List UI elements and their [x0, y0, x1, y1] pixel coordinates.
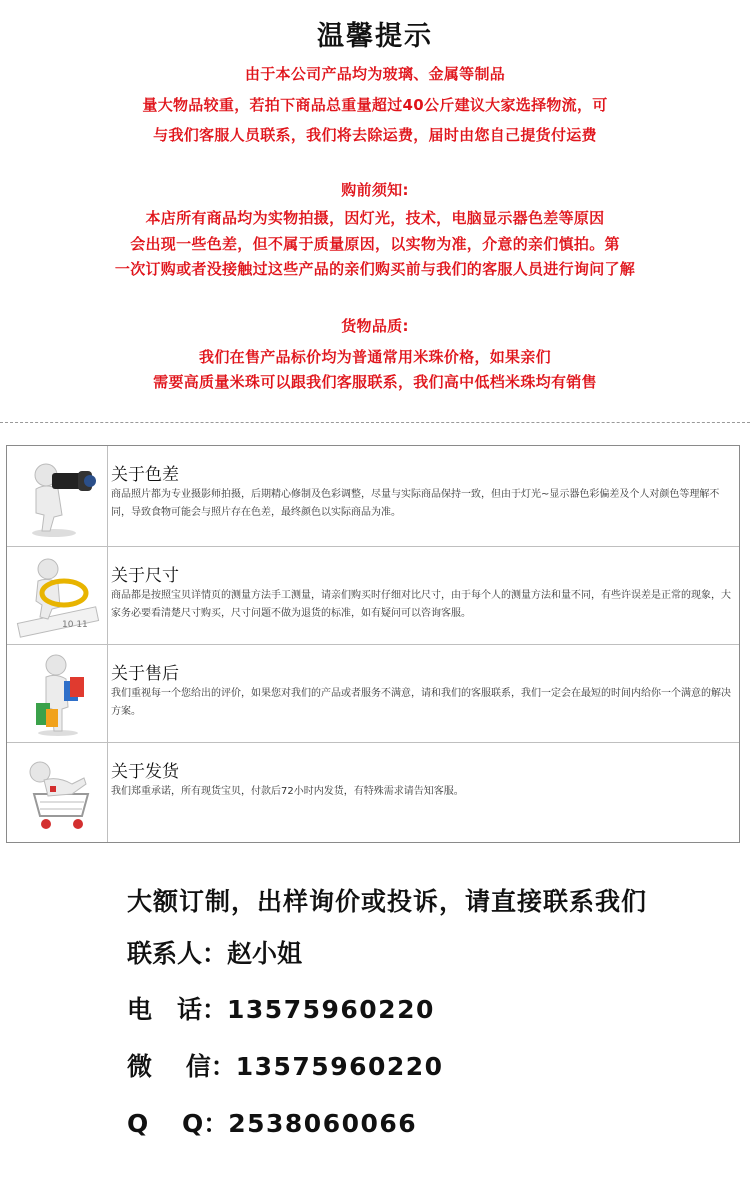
contact-phone [127, 990, 435, 1026]
info-table [6, 445, 740, 843]
row-title: 关于发货 [111, 762, 179, 782]
contact-headline: 大额订制，出样询价或投诉，请直接联系我们 [127, 887, 648, 916]
notice-line-2: 量大物品较重，若拍下商品总重量超过40公斤建议大家选择物流，可 [142, 96, 608, 114]
quality-line-2: 需要高质量米珠可以跟我们客服联系，我们高中低档米珠均有销售 [153, 373, 597, 391]
contact-qq [127, 1104, 417, 1140]
shopping-figure-icon [14, 651, 100, 737]
contact-wechat [127, 1047, 444, 1083]
pre-purchase-line-2: 会出现一些色差，但不属于质量原因，以实物为准，介意的亲们慎拍。第 [130, 235, 620, 253]
info-row-after-sales [7, 645, 739, 743]
contact-phone-value[interactable]: 13575960220 [227, 995, 435, 1024]
contact-wechat-value[interactable]: 13575960220 [235, 1052, 444, 1081]
notice-line-1: 由于本公司产品均为玻璃、金属等制品 [244, 65, 506, 83]
row-description: 商品都是按照宝贝详情页的测量方法手工测量，请亲们购买时仔细对比尺寸，由于每个人的测量方法和量不同，有些许误差是正常的现象，大家务必要看清楚尺寸购买，尺寸问题不做为退货的标准，如有疑问可以咨询客服。 [111, 590, 731, 619]
dashed-divider [0, 422, 750, 423]
contact-qq-value[interactable]: 2538060066 [228, 1109, 418, 1138]
info-row-shipping [7, 743, 739, 842]
contact-phone-label: 电 话： [127, 995, 228, 1024]
contact-person [127, 934, 302, 970]
quality-heading: 货物品质: [341, 317, 409, 335]
contact-person-value: 赵小姐 [227, 939, 303, 968]
quality-line-1: 我们在售产品标价均为普通常用米珠价格，如果亲们 [199, 348, 551, 366]
row-description: 我们郑重承诺，所有现货宝贝，付款后72小时内发货，有特殊需求请告知客服。 [111, 786, 464, 797]
row-title: 关于色差 [111, 465, 179, 485]
page-title: 温馨提示 [317, 21, 433, 52]
row-description: 商品照片都为专业摄影师拍摄，后期精心修制及色彩调整，尽量与实际商品保持一致，但由于灯光~显示器色彩偏差及个人对颜色等理解不同，导致食物可能会与照片存在色差，最终颜色以实际商品为准。 [111, 489, 720, 518]
contact-wechat-label: 微 信： [127, 1052, 236, 1081]
pre-purchase-line-3: 一次订购或者没接触过这些产品的亲们购买前与我们的客服人员进行询问了解 [114, 260, 636, 278]
camera-figure-icon [14, 453, 100, 539]
pre-purchase-line-1: 本店所有商品均为实物拍摄，因灯光，技术，电脑显示器色差等原因 [145, 209, 605, 227]
notice-line-3: 与我们客服人员联系，我们将去除运费，届时由您自己提货付运费 [153, 126, 597, 144]
contact-qq-label: Q Q： [127, 1109, 229, 1138]
row-title: 关于售后 [111, 664, 179, 684]
contact-person-label: 联系人： [127, 939, 228, 968]
info-row-size [7, 547, 739, 645]
info-row-color [7, 446, 739, 547]
pre-purchase-heading: 购前须知: [341, 181, 409, 199]
row-title: 关于尺寸 [111, 566, 179, 586]
ruler-figure-icon [14, 553, 100, 639]
svg-text:10 11: 10 11 [62, 619, 88, 630]
cart-figure-icon [14, 750, 100, 836]
row-description: 我们重视每一个您给出的评价，如果您对我们的产品或者服务不满意，请和我们的客服联系，我们一定会在最短的时间内给你一个满意的解决方案。 [111, 688, 731, 717]
